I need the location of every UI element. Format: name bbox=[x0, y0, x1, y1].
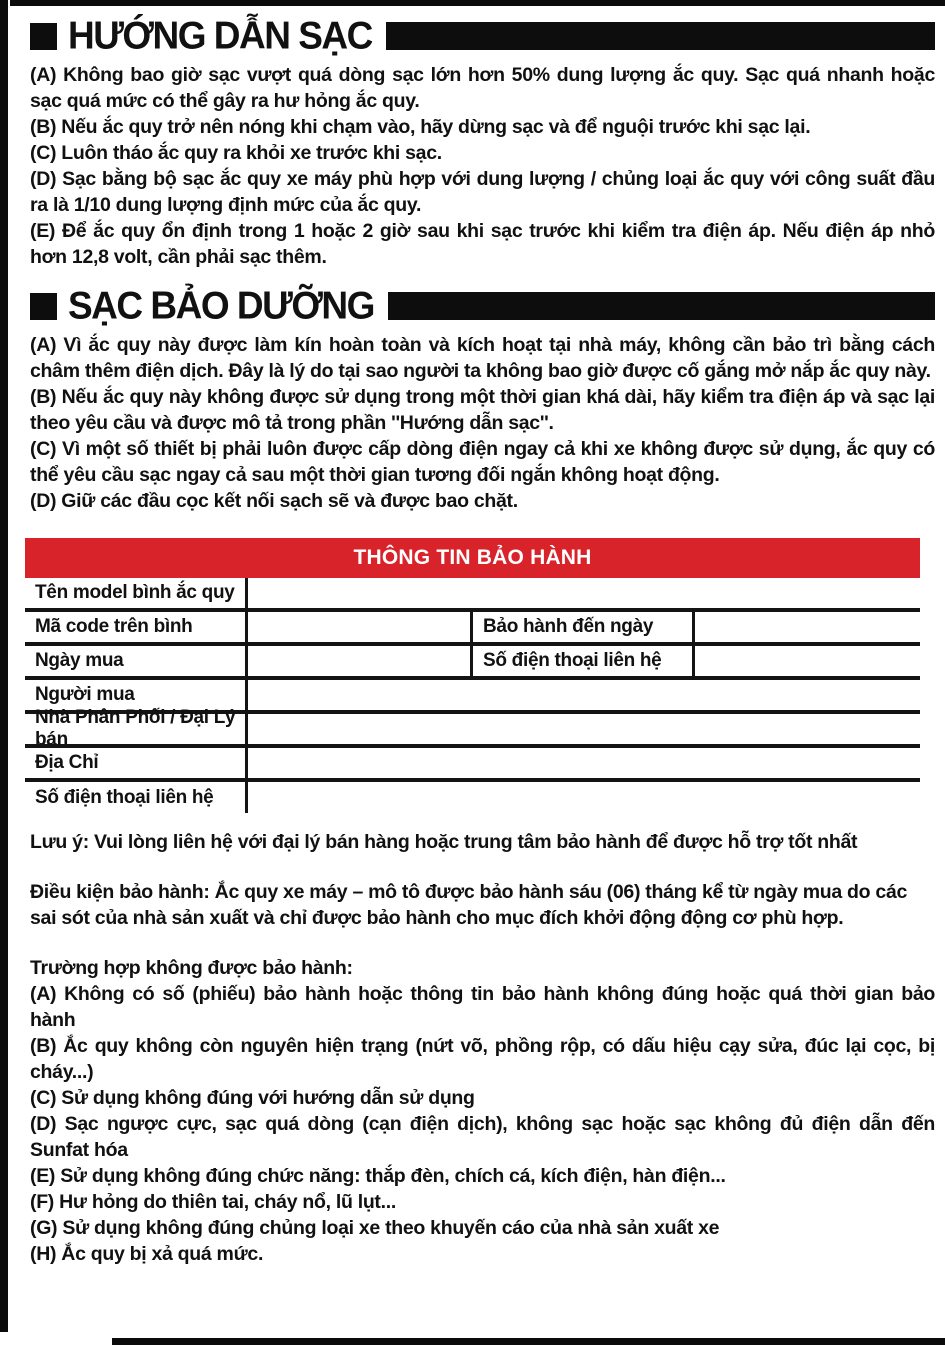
instruction-item: (D) Giữ các đầu cọc kết nối sạch sẽ và được bao chặt. bbox=[30, 490, 518, 512]
row-label: Số điện thoại liên hệ bbox=[473, 646, 695, 676]
warranty-table-header: THÔNG TIN BẢO HÀNH bbox=[25, 538, 920, 578]
instruction-item: (C) Luôn tháo ắc quy ra khỏi xe trước khi sạc. bbox=[30, 142, 442, 164]
row-value-field bbox=[695, 612, 920, 642]
row-label: Địa Chỉ bbox=[25, 748, 248, 778]
table-row bbox=[25, 646, 920, 680]
row-value-field bbox=[248, 612, 473, 642]
exclusion-item: (D) Sạc ngược cực, sạc quá dòng (cạn điện dịch), không sạc hoặc sạc không đủ điện dẫn đến Sunfat hóa bbox=[30, 1113, 935, 1161]
table-row bbox=[25, 782, 920, 813]
exclusion-item: (G) Sử dụng không đúng chủng loại xe theo khuyến cáo của nhà sản xuất xe bbox=[30, 1217, 720, 1239]
section-marker-square bbox=[30, 293, 57, 320]
support-note: Lưu ý: Vui lòng liên hệ với đại lý bán hàng hoặc trung tâm bảo hành để được hỗ trợ tốt nhất bbox=[30, 831, 858, 853]
row-label: Bảo hành đến ngày bbox=[473, 612, 695, 642]
section-title: SẠC BẢO DƯỠNG bbox=[68, 284, 374, 327]
row-label: Nhà Phân Phối / Đại Lý bán bbox=[25, 714, 248, 744]
exclusion-item: (H) Ắc quy bị xả quá mức. bbox=[30, 1243, 264, 1265]
row-value-field bbox=[248, 646, 473, 676]
row-label: Mã code trên bình bbox=[25, 612, 248, 642]
scan-border-left bbox=[0, 0, 8, 1332]
warranty-conditions: Điều kiện bảo hành: Ắc quy xe máy – mô tô được bảo hành sáu (06) tháng kể từ ngày mua do các sai sót của nhà sản xuất và chỉ được bảo hành cho mục đích khởi động động cơ phù hợp. bbox=[30, 881, 908, 929]
exclusion-item: (E) Sử dụng không đúng chức năng: thắp đèn, chích cá, kích điện, hàn điện... bbox=[30, 1165, 726, 1187]
exclusions-list bbox=[30, 981, 935, 1267]
instruction-item: (A) Vì ắc quy này được làm kín hoàn toàn và kích hoạt tại nhà máy, không cần bảo trì bằng cách châm thêm điện dịch. Đây là lý do tại sao người ta không bao giờ được cố gắng mở nắp ắc quy này. bbox=[30, 334, 935, 382]
instruction-item: (B) Nếu ắc quy này không được sử dụng trong một thời gian khá dài, hãy kiểm tra điện áp và sạc lại theo yêu cầu và được mô tả trong phần ''Hướng dẫn sạc''. bbox=[30, 386, 935, 434]
instruction-item: (B) Nếu ắc quy trở nên nóng khi chạm vào, hãy dừng sạc và để nguội trước khi sạc lại. bbox=[30, 116, 811, 138]
row-value-field bbox=[695, 646, 920, 676]
section-header bbox=[30, 286, 935, 326]
next-section-bar-cutoff bbox=[112, 1338, 945, 1345]
exclusion-item: (A) Không có số (phiếu) bảo hành hoặc thông tin bảo hành không đúng hoặc quá thời gian bảo hành bbox=[30, 983, 935, 1031]
exclusions-title: Trường hợp không được bảo hành: bbox=[30, 957, 353, 979]
instruction-item: (C) Vì một số thiết bị phải luôn được cấp dòng điện ngay cả khi xe không được sử dụng, ắc quy có thể yêu cầu sạc ngay cả sau một thời gian tương đối ngắn không hoạt động. bbox=[30, 438, 935, 486]
section-charging-instructions bbox=[30, 16, 935, 270]
instruction-item: (A) Không bao giờ sạc vượt quá dòng sạc lớn hơn 50% dung lượng ắc quy. Sạc quá nhanh hoặc sạc quá mức có thể gây ra hư hỏng ắc quy. bbox=[30, 64, 935, 112]
row-value-field bbox=[248, 782, 920, 813]
exclusion-item: (F) Hư hỏng do thiên tai, cháy nổ, lũ lụt... bbox=[30, 1191, 396, 1213]
row-value-field bbox=[248, 578, 920, 608]
section-maintenance-charging bbox=[30, 286, 935, 514]
warranty-info-table bbox=[25, 538, 920, 813]
section-header-bar bbox=[386, 22, 935, 50]
instruction-list bbox=[30, 332, 935, 514]
instruction-list bbox=[30, 62, 935, 270]
exclusion-item: (B) Ắc quy không còn nguyên hiện trạng (nứt võ, phồng rộp, có dấu hiệu cạy sửa, đúc lại cọc, bị cháy...) bbox=[30, 1035, 935, 1083]
row-value-field bbox=[248, 680, 920, 710]
row-value-field bbox=[248, 748, 920, 778]
instruction-item: (E) Để ắc quy ổn định trong 1 hoặc 2 giờ sau khi sạc trước khi kiểm tra điện áp. Nếu điện áp nhỏ hơn 12,8 volt, cần phải sạc thêm. bbox=[30, 220, 935, 268]
scan-border-top bbox=[10, 0, 945, 6]
table-row bbox=[25, 748, 920, 782]
section-marker-square bbox=[30, 23, 57, 50]
document-content bbox=[30, 16, 935, 1267]
row-label: Tên model bình ắc quy bbox=[25, 578, 248, 608]
section-header-bar bbox=[388, 292, 935, 320]
row-label: Số điện thoại liên hệ bbox=[25, 782, 248, 813]
table-row bbox=[25, 612, 920, 646]
instruction-item: (D) Sạc bằng bộ sạc ắc quy xe máy phù hợp với dung lượng / chủng loại ắc quy với công suất đầu ra là 1/10 dung lượng định mức của ắc quy. bbox=[30, 168, 935, 216]
exclusion-item: (C) Sử dụng không đúng với hướng dẫn sử dụng bbox=[30, 1087, 475, 1109]
row-value-field bbox=[248, 714, 920, 744]
section-title: HƯỚNG DẪN SẠC bbox=[68, 14, 372, 57]
row-label: Người mua bbox=[25, 680, 248, 710]
section-header bbox=[30, 16, 935, 56]
table-row bbox=[25, 578, 920, 612]
table-row bbox=[25, 707, 920, 750]
row-label: Ngày mua bbox=[25, 646, 248, 676]
